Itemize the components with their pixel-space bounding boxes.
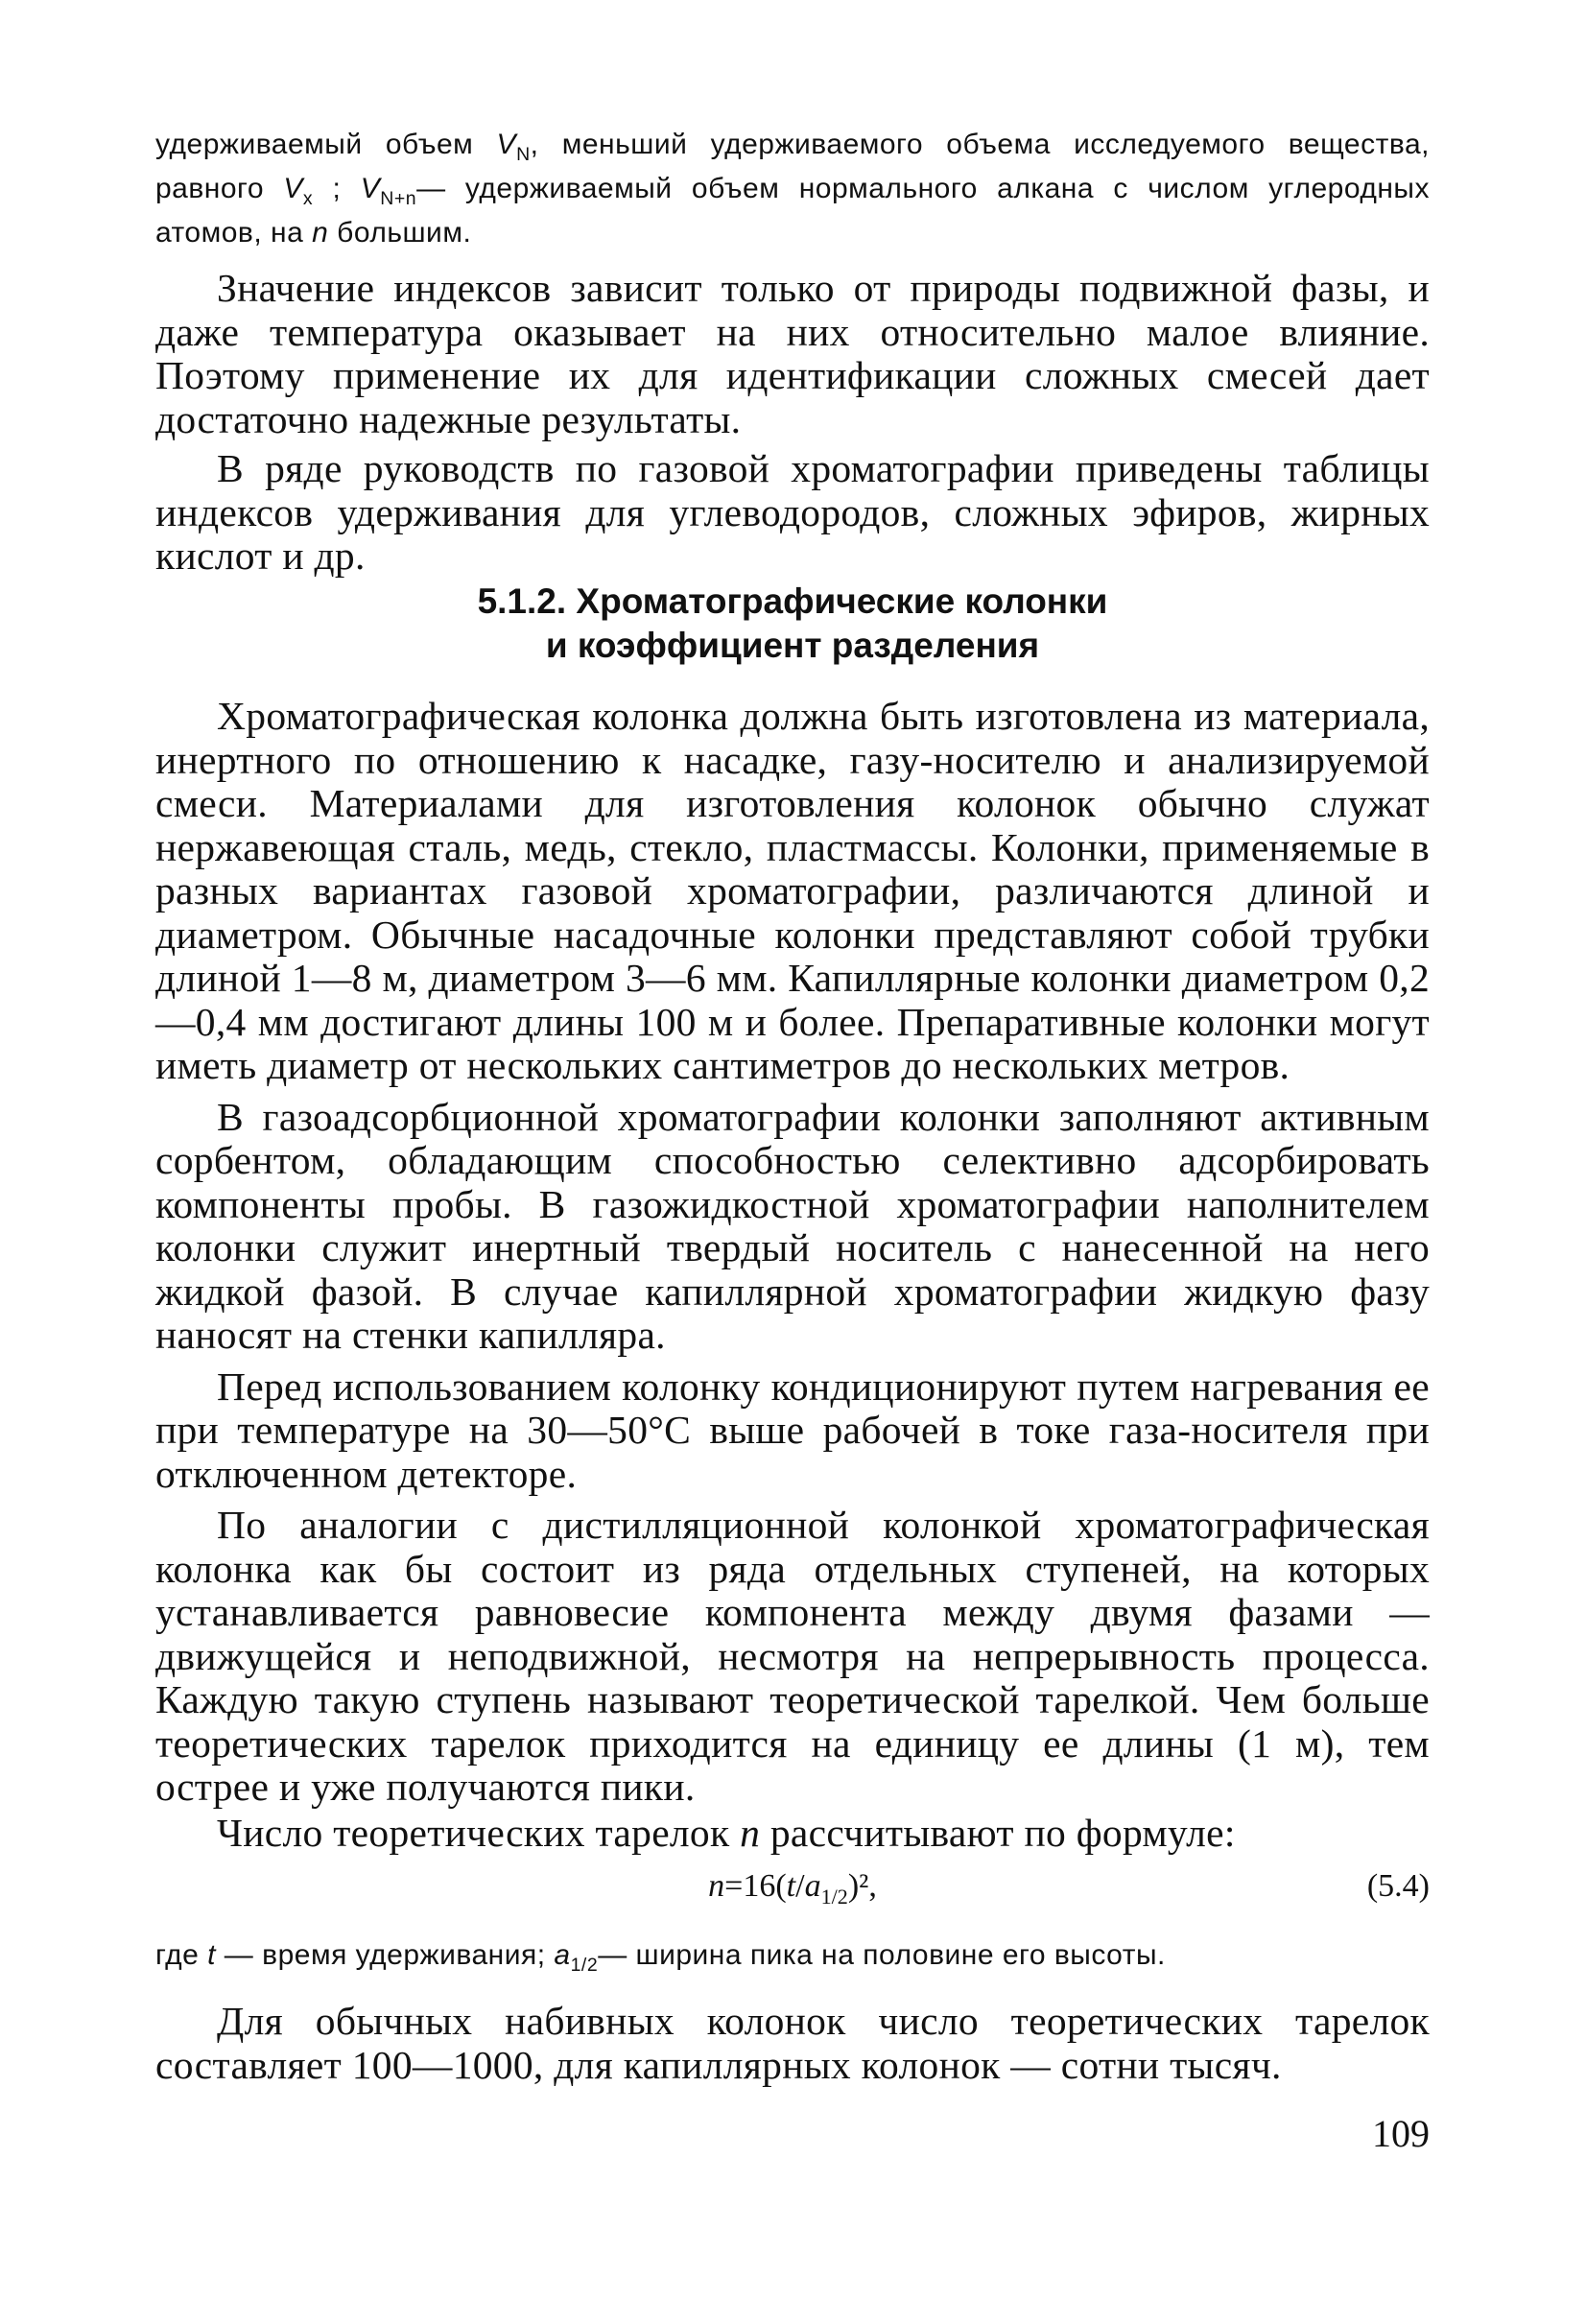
text-block-main <box>155 695 1430 1855</box>
subscript: 1/2 <box>820 1884 848 1909</box>
paragraph-handbooks: В ряде руководств по газовой хроматографии приведены таблицы индексов удерживания для углеводородов, сложных эфиров, жирных кислот и др. <box>155 446 1430 578</box>
symbol-v: V <box>496 129 517 160</box>
text-block-bottom <box>155 1938 1430 2087</box>
text-run: =16( <box>724 1868 787 1904</box>
paragraph-definition <box>155 128 1430 249</box>
paragraph-column-material: Хроматографическая колонка должна быть изготовлена из материала, инертного по отношению к насадке, газу-носителю и анализируемой смеси. Материалами для изготовления колонок обычно служат нержавеющая сталь, медь, стекло, пластмассы. Колонки, применяемые в разных вариантах газовой хроматографии, различаются длиной и диаметром. Обычные насадочные колонки представляют собой трубки длиной 1—8 м, диаметром 3—6 мм. Капиллярные колонки диаметром 0,2—0,4 мм достигают длины 100 м и более. Препаративные колонки могут иметь диаметр от нескольких сантиметров до нескольких метров. <box>155 694 1430 1087</box>
formula-5-4 <box>155 1868 1430 1912</box>
subscript: N+n <box>380 188 417 209</box>
symbol-n: n <box>740 1810 761 1855</box>
subscript: x <box>302 188 314 209</box>
text-run: Число теоретических тарелок <box>217 1810 741 1855</box>
paragraph-formula-intro <box>155 1812 1430 1856</box>
subscript: N <box>516 144 531 165</box>
formula-expression <box>155 1868 1430 1909</box>
symbol-t: t <box>786 1868 796 1904</box>
heading-line-2: и коэффициент разделения <box>545 626 1040 665</box>
formula-number: (5.4) <box>1366 1868 1430 1904</box>
text-run: рассчитывают по формуле: <box>760 1810 1236 1855</box>
symbol-a: a <box>804 1868 821 1904</box>
symbol-n: n <box>708 1868 725 1904</box>
symbol-a: a <box>554 1939 571 1971</box>
text-run: большим. <box>328 217 472 249</box>
symbol-t: t <box>207 1939 216 1971</box>
heading-line-1: 5.1.2. Хроматографические колонки <box>477 581 1108 621</box>
paragraph-conditioning: Перед использованием колонку кондиционируют путем нагревания ее при температуре на 30—50°С выше рабочей в токе газа-носителя при отключенном детекторе. <box>155 1364 1430 1496</box>
text-run: удерживаемый объем <box>155 129 497 160</box>
paragraph-plate-counts: Для обычных набивных колонок число теоретических тарелок составляет 100—1000, для капиллярных колонок — сотни тысяч. <box>155 1999 1430 2087</box>
text-run: ; <box>313 173 361 204</box>
paragraph-formula-legend <box>155 1938 1430 1982</box>
text-run: , меньший удерживаемого объема исследуемого вещества, равного <box>155 129 1430 204</box>
text-run: — удерживаемый объем нормального алкана с числом углеродных атомов, на <box>155 173 1430 249</box>
symbol-v: V <box>360 173 381 204</box>
text-run: )², <box>847 1868 877 1904</box>
paragraph-theoretical-plates: По аналогии с дистилляционной колонкой хроматографическая колонка как бы состоит из ряда отдельных ступеней, на которых устанавливается равновесие компонента между двумя фазами — движущейся и неподвижной, несмотря на непрерывность процесса. Каждую такую ступень называют теоретической тарелкой. Чем больше теоретических тарелок приходится на единицу ее длины (1 м), тем острее и уже получаются пики. <box>155 1503 1430 1809</box>
paragraph-gas-adsorption: В газоадсорбционной хроматографии колонки заполняют активным сорбентом, обладающим способностью селективно адсорбировать компоненты пробы. В газожидкостной хроматографии наполнителем колонки служит инертный твердый носитель с нанесенной на него жидкой фазой. В случае капиллярной хроматографии жидкую фазу наносят на стенки капилляра. <box>155 1094 1430 1357</box>
paragraph-indices: Значение индексов зависит только от природы подвижной фазы, и даже температура оказывает на них относительно малое влияние. Поэтому применение их для идентификации сложных смесей дает достаточно надежные результаты. <box>155 266 1430 441</box>
subscript: 1/2 <box>570 1955 599 1976</box>
page-number: 109 <box>1372 2112 1430 2155</box>
section-heading <box>155 580 1430 668</box>
text-run: / <box>795 1868 805 1904</box>
text-run: где <box>155 1939 208 1971</box>
text-run: — ширина пика на половине его высоты. <box>598 1939 1166 1971</box>
symbol-v: V <box>283 173 303 204</box>
symbol-n: n <box>312 217 329 249</box>
text-run: — время удерживания; <box>215 1939 555 1971</box>
text-block-top <box>155 128 1430 579</box>
